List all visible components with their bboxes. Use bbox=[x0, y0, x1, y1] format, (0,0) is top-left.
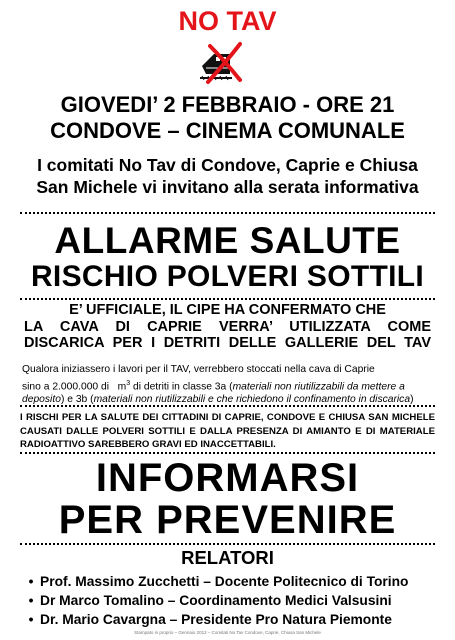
dotted-divider bbox=[20, 212, 435, 214]
details-line-3: deposito) e 3b (materiali non riutilizzabili e che richiedono il confinamento in discarica) bbox=[22, 394, 414, 406]
event-datetime bbox=[0, 92, 455, 144]
event-place-line: CONDOVE – CINEMA COMUNALE bbox=[50, 118, 405, 143]
slogan-line-1: INFORMARSI bbox=[95, 456, 360, 500]
details-line-1: Qualora iniziassero i lavori per il TAV, verrebbero stoccati nella cava di Caprie bbox=[22, 364, 375, 375]
invitation-line-2: San Michele vi invitano alla serata informativa bbox=[36, 177, 419, 197]
footer-note: Stampato in proprio – Gennaio 2012 – Comitati No Tav Condove, Caprie, Chiusa San Michele bbox=[134, 630, 321, 635]
no-tav-train-logo bbox=[196, 40, 246, 84]
dotted-divider bbox=[20, 298, 435, 300]
invitation-text bbox=[0, 154, 455, 198]
invitation-line-1: I comitati No Tav di Condove, Caprie e Chiusa bbox=[37, 155, 418, 175]
event-date-line: GIOVEDI’ 2 FEBBRAIO - ORE 21 bbox=[60, 92, 395, 117]
dotted-divider bbox=[20, 452, 435, 454]
headline-allarme-salute: ALLARME SALUTE bbox=[54, 220, 401, 261]
official-line-3: DISCARICA PER I DETRITI DELLE GALLERIE DEL TAV bbox=[24, 335, 431, 351]
details-paragraph bbox=[22, 363, 433, 407]
dotted-divider bbox=[20, 405, 435, 407]
health-risks-statement: I RISCHI PER LA SALUTE DEI CITTADINI DI CAPRIE, CONDOVE E CHIUSA SAN MICHELE CAUSATI DALLE POLVERI SOTTILI E DALLA PRESENZA DI AMIANTO E DI MATERIALE RADIOATTIVO SAREBBERO GRAVI ED INACCETTABILI. bbox=[20, 412, 435, 450]
speakers-title: RELATORI bbox=[181, 547, 274, 568]
slogan-line-2: PER PREVENIRE bbox=[58, 498, 397, 542]
official-line-1: E’ UFFICIALE, IL CIPE HA CONFERMATO CHE bbox=[69, 302, 386, 318]
speaker-item: • Dr Marco Tomalino – Coordinamento Medici Valsusini bbox=[22, 591, 408, 610]
headline-rischio-polveri: RISCHIO POLVERI SOTTILI bbox=[30, 260, 425, 293]
details-line-2: sino a 2.000.000 di $m^3$ di detriti in classe 3a (materiali non riutilizzabili da mettere a bbox=[22, 379, 405, 392]
speakers-list bbox=[22, 572, 408, 629]
no-tav-title: NO TAV bbox=[178, 6, 277, 36]
speaker-item: • Prof. Massimo Zucchetti – Docente Politecnico di Torino bbox=[22, 572, 408, 591]
dotted-divider bbox=[20, 543, 435, 545]
speaker-item: • Dr. Mario Cavargna – Presidente Pro Natura Piemonte bbox=[22, 610, 408, 629]
official-announcement bbox=[24, 302, 431, 352]
slogan bbox=[0, 457, 455, 541]
official-line-2: LA CAVA DI CAPRIE VERRA’ UTILIZZATA COME bbox=[24, 318, 431, 335]
